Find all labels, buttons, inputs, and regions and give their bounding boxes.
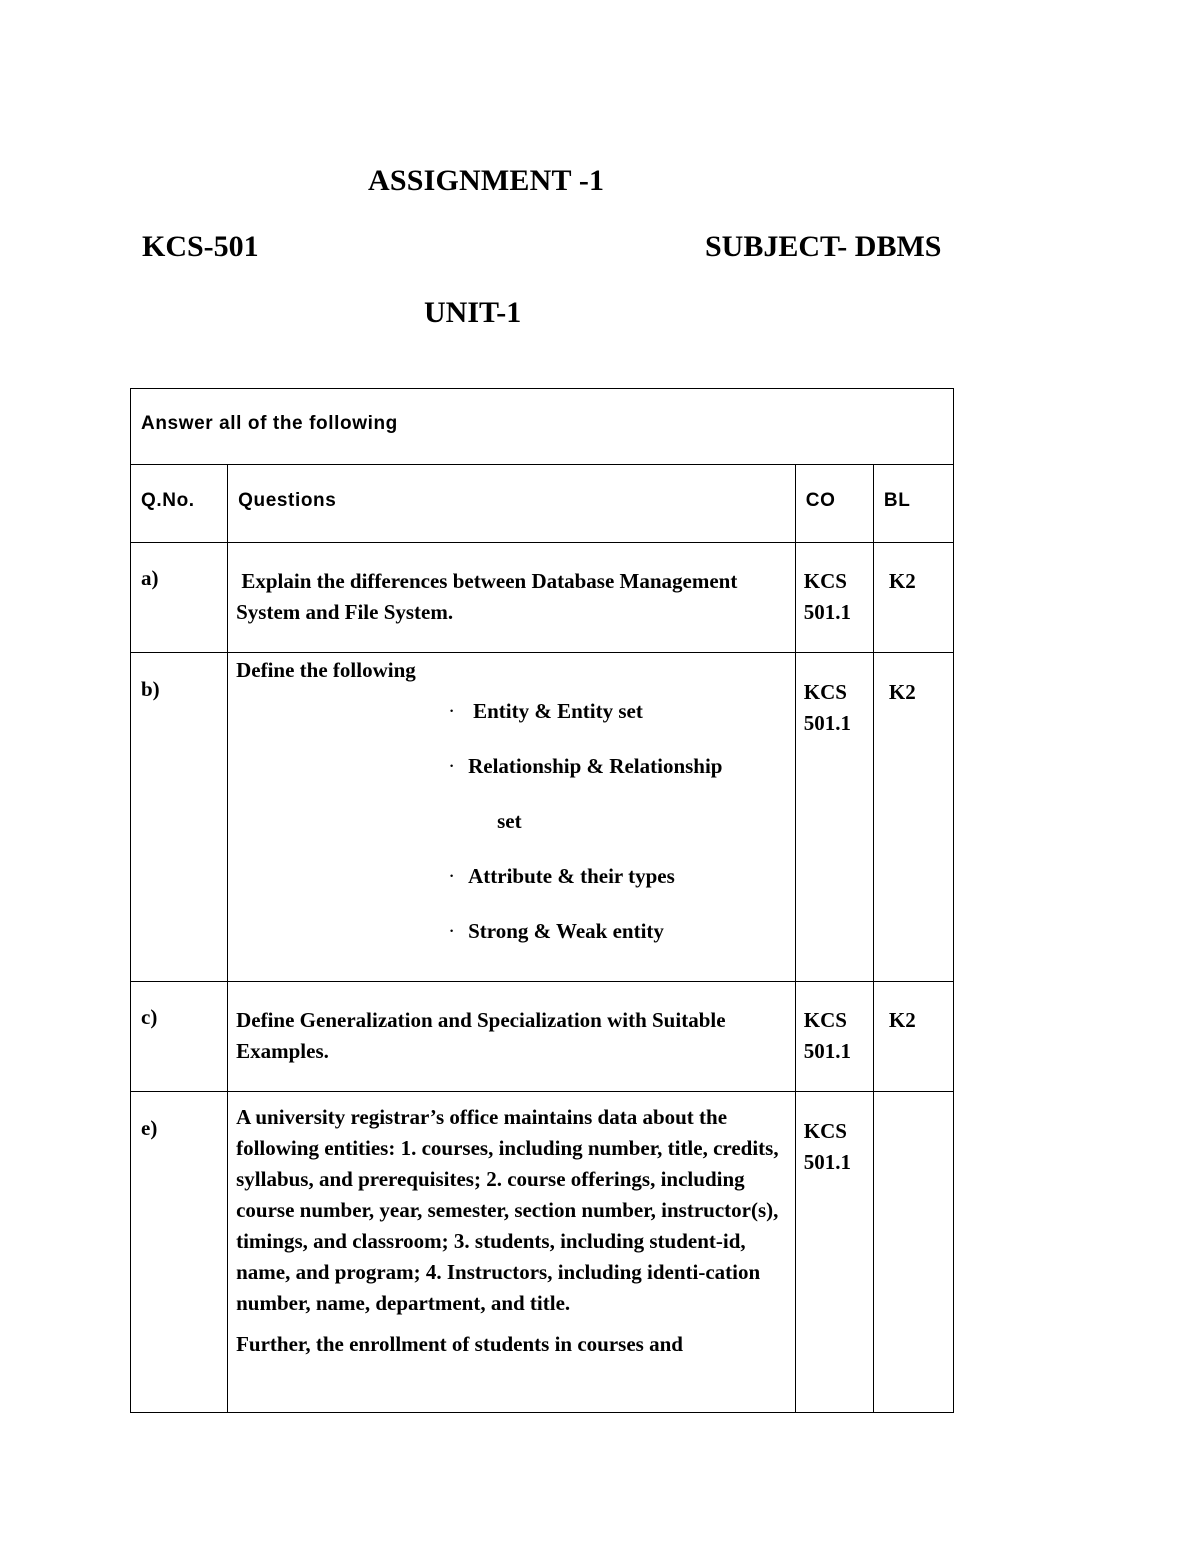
header-row [131, 465, 954, 543]
list-item-text: Relationship & Relationship [468, 754, 723, 778]
question-text [228, 1092, 796, 1413]
column-header-qno: Q.No. [131, 465, 228, 543]
table-row [131, 1092, 954, 1413]
co-line: 501.1 [803, 600, 852, 624]
instruction-row [131, 389, 954, 465]
list-item-text: Strong & Weak entity [468, 919, 664, 943]
list-item [236, 861, 789, 916]
question-text [228, 653, 796, 982]
co-line: 501.1 [803, 1039, 852, 1063]
assignment-title: ASSIGNMENT -1 [368, 164, 605, 197]
question-number: c) [131, 982, 228, 1092]
unit-label: UNIT-1 [424, 296, 522, 329]
definition-list [236, 696, 789, 971]
question-text-content: Explain the differences between Database Management System and File System. [236, 569, 743, 624]
course-outcome [795, 653, 873, 982]
questions-table [130, 388, 954, 1413]
list-item-text: Entity & Entity set [473, 699, 643, 723]
course-outcome [795, 543, 873, 653]
bloom-level: K2 [873, 543, 953, 653]
list-item [236, 916, 789, 971]
column-header-bl: BL [873, 465, 953, 543]
course-outcome [795, 982, 873, 1092]
co-line: 501.1 [803, 711, 852, 735]
question-text: Define Generalization and Specialization with Suitable Examples. [228, 982, 796, 1092]
question-intro: Define the following [236, 658, 416, 682]
question-paragraph: A university registrar’s office maintains data about the following entities: 1. courses, including number, title, credits, syllabus, and prerequisites; 2. course offerings, including course number, year, semester, section number, instructor(s), timings, and classroom; 3. students, including student-id, name, and program; 4. Instructors, including identi-cation number, name, department, and title. [236, 1105, 779, 1315]
question-number: a) [131, 543, 228, 653]
list-item [236, 751, 789, 806]
bloom-level [873, 1092, 953, 1413]
bloom-level: K2 [873, 653, 953, 982]
question-paragraph: Further, the enrollment of students in courses and [236, 1332, 683, 1356]
bullet-icon: · [448, 754, 456, 778]
course-outcome [795, 1092, 873, 1413]
instruction-text: Answer all of the following [131, 389, 954, 465]
course-code: KCS-501 [142, 230, 259, 263]
co-line: KCS [803, 1119, 847, 1143]
co-line: KCS [803, 680, 847, 704]
question-text [228, 543, 796, 653]
bullet-icon: · [448, 699, 456, 723]
subject-label: SUBJECT- DBMS [705, 230, 942, 263]
list-item-continuation [236, 806, 789, 861]
bullet-icon: · [448, 919, 456, 943]
column-header-questions: Questions [228, 465, 796, 543]
list-item-text: set [497, 809, 522, 833]
bullet-icon: · [448, 864, 456, 888]
table-row [131, 653, 954, 982]
question-number: e) [131, 1092, 228, 1413]
co-line: KCS [803, 569, 847, 593]
question-number: b) [131, 653, 228, 982]
column-header-co: CO [795, 465, 873, 543]
co-line: KCS [803, 1008, 847, 1032]
bloom-level: K2 [873, 982, 953, 1092]
co-line: 501.1 [803, 1150, 852, 1174]
table-row [131, 543, 954, 653]
list-item-text: Attribute & their types [468, 864, 675, 888]
list-item [236, 696, 789, 751]
table-row [131, 982, 954, 1092]
